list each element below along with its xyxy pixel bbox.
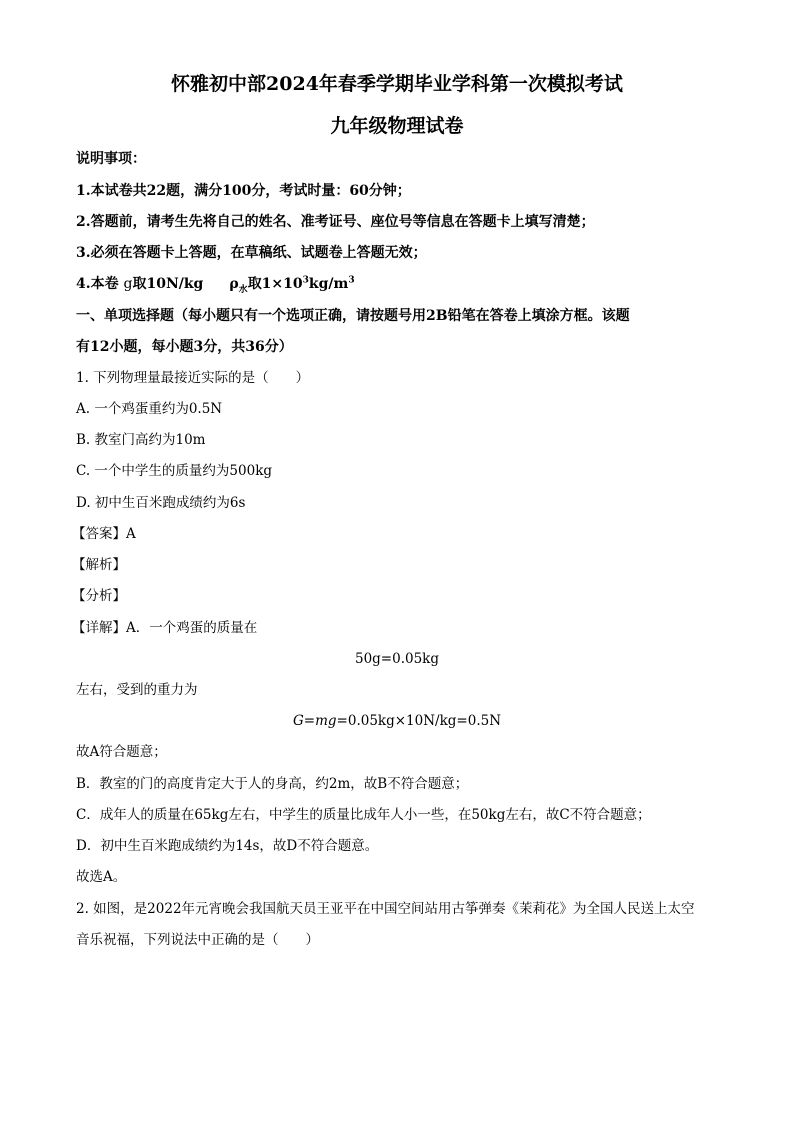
eq-mg: mg [315, 713, 337, 729]
detail-intro: A．一个鸡蛋的质量在 [126, 620, 258, 636]
q1-line-b: B．教室的门的高度肯定大于人的身高，约2m，故B不符合题意； [76, 776, 469, 792]
q1-line-d: D．初中生百米跑成绩约为14s，故D不符合题意。 [76, 838, 379, 854]
eq-g: G [292, 713, 304, 729]
exam-subtitle: 九年级物理试卷 [330, 115, 464, 137]
q1-detail-mid: 左右，受到的重力为 [76, 682, 198, 698]
note-item-4-rho: ρ [229, 276, 239, 292]
q1-conclusion-a: 故A符合题意； [76, 744, 167, 760]
detail-label: 【详解】 [72, 620, 126, 636]
q2-stem-line1: 2. 如图，是2022年元宵晚会我国航天员王亚平在中国空间站用古筝弹奏《茉莉花》为全国人民送上太空 [76, 901, 695, 917]
q1-answer [72, 528, 136, 542]
note-item-2: 2.答题前，请考生先将自己的姓名、准考证号、座位号等信息在答题卡上填写清楚； [76, 214, 595, 230]
note-item-4 [76, 275, 355, 295]
q1-equation-2 [0, 715, 794, 729]
exam-title: 怀雅初中部2024年春季学期毕业学科第一次模拟考试 [171, 73, 623, 95]
q1-option-c: C. 一个中学生的质量约为500kg [76, 463, 273, 479]
q1-option-d: D. 初中生百米跑成绩约为6s [76, 495, 246, 511]
note-item-4-exp: 3 [302, 275, 309, 286]
q2-stem-line2: 音乐祝福，下列说法中正确的是（ ） [76, 932, 319, 948]
note-item-4-unit-exp: 3 [348, 275, 355, 286]
q1-option-a: A. 一个鸡蛋重约为0.5N [76, 401, 223, 417]
q1-equation-1: 50g=0.05kg [354, 651, 439, 667]
q1-stem: 1. 下列物理量最接近实际的是（ ） [76, 370, 310, 386]
q1-option-b: B. 教室门高约为10m [76, 432, 206, 448]
note-item-4-g-value: 取10N/kg [132, 276, 204, 292]
answer-label: 【答案】 [72, 526, 126, 542]
note-item-3: 3.必须在答题卡上答题，在草稿纸、试题卷上答题无效； [76, 245, 427, 261]
q1-detail [72, 622, 257, 636]
note-item-4-g: g [123, 276, 133, 292]
q1-final: 故选A。 [76, 869, 127, 885]
eq-equals: = [303, 713, 316, 729]
eq-rest: =0.05kg×10N/kg=0.5N [336, 713, 502, 729]
note-item-4-prefix: 4.本卷 [76, 276, 119, 292]
notes-heading: 说明事项： [76, 151, 146, 167]
note-item-4-rho-value: 取1×10 [247, 276, 303, 292]
section-heading-line2: 有12小题，每小题3分，共36分） [76, 339, 293, 355]
note-item-4-rho-sub: 水 [238, 284, 248, 295]
note-item-4-unit: kg/m [308, 276, 349, 292]
q1-line-c: C．成年人的质量在65kg左右，中学生的质量比成年人小一些，在50kg左右，故C不符合题意； [76, 807, 651, 823]
answer-value: A [126, 526, 136, 542]
section-heading-line1: 一、单项选择题（每小题只有一个选项正确，请按题号用2B铅笔在答卷上填涂方框。该题 [76, 308, 630, 324]
note-item-1: 1.本试卷共22题，满分100分，考试时量：60分钟； [76, 183, 411, 199]
q1-analysis-label: 【解析】 [72, 557, 126, 573]
q1-fenxi-label: 【分析】 [72, 588, 126, 604]
